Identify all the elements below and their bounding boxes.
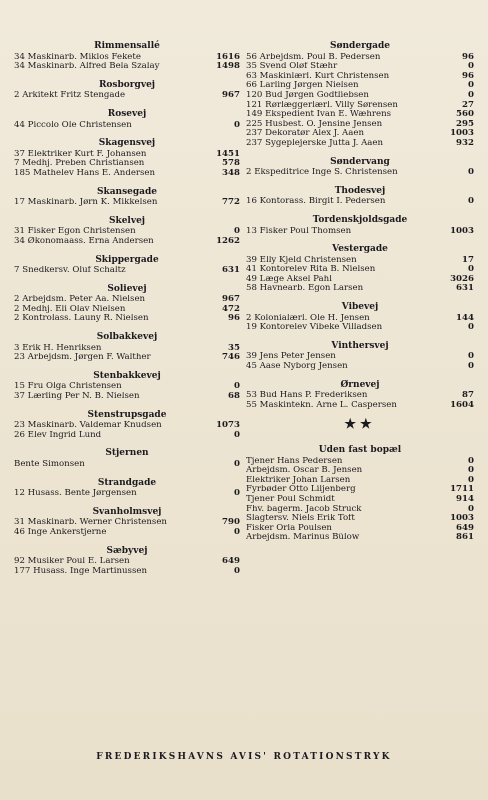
amount-value: 0 xyxy=(468,361,474,372)
resident-entry: 2 Arkitekt Fritz Stengade xyxy=(14,91,126,101)
amount-value: 0 xyxy=(468,196,474,207)
street-title: Skippergade xyxy=(95,254,159,265)
list-item xyxy=(14,431,240,441)
amount-value: 0 xyxy=(468,455,474,466)
list-item xyxy=(246,91,474,101)
amount-value: 27 xyxy=(462,99,474,110)
resident-entry: 19 Kontorelev Vibeke Villadsen xyxy=(246,323,383,333)
resident-entry: 55 Maskintekn. Arne L. Caspersen xyxy=(246,400,397,410)
list-item xyxy=(246,62,474,72)
amount-value: 967 xyxy=(222,90,240,101)
resident-entry: 120 Bud Jørgen Godtliebsen xyxy=(246,90,369,100)
resident-entry: Slagtersv. Niels Erik Toft xyxy=(246,514,355,524)
list-item xyxy=(14,567,240,577)
street-section xyxy=(246,187,474,207)
amount-value: 96 xyxy=(228,313,240,324)
resident-entry: 149 Ekspedient Ivan E. Wæhrens xyxy=(246,110,392,120)
street-title: Rimmensallé xyxy=(94,41,160,51)
list-item xyxy=(14,344,240,354)
amount-value: 1262 xyxy=(216,235,240,246)
resident-entry: 225 Husbest. O. Jensine Jensen xyxy=(246,119,383,129)
street-title: Strandgade xyxy=(97,477,157,488)
resident-entry: 63 Maskinlærl. Kurt Christensen xyxy=(246,71,390,81)
resident-entry: 34 Maskinarb. Alfred Bela Szalay xyxy=(14,62,160,72)
resident-entry: Tjener Poul Schmidt xyxy=(246,494,335,504)
list-item xyxy=(246,275,474,285)
amount-value: 914 xyxy=(456,493,474,504)
street-title: Søndervang xyxy=(330,156,390,167)
resident-entry: 26 Elev Ingrid Lund xyxy=(14,430,102,440)
list-item xyxy=(246,168,474,178)
amount-value: 144 xyxy=(456,312,474,323)
resident-entry: 237 Dekoratør Alex J. Aaen xyxy=(246,129,364,139)
list-item xyxy=(14,421,240,431)
amount-value: 0 xyxy=(234,429,240,440)
amount-value: 1003 xyxy=(450,128,474,139)
amount-value: 0 xyxy=(468,80,474,91)
amount-value: 0 xyxy=(468,474,474,485)
street-section xyxy=(14,110,240,130)
list-item xyxy=(246,120,474,130)
list-item xyxy=(14,392,240,402)
resident-entry: 37 Lærling Per N. B. Nielsen xyxy=(14,392,140,402)
street-title: Stenbakkevej xyxy=(93,370,161,381)
street-section xyxy=(14,508,240,538)
resident-entry: 45 Aase Nyborg Jensen xyxy=(246,362,348,372)
resident-entry: 12 Husass. Bente Jørgensen xyxy=(14,489,137,499)
street-section xyxy=(246,342,474,372)
resident-entry: Bente Simonsen xyxy=(14,460,85,469)
resident-entry: 15 Fru Olga Christensen xyxy=(14,382,122,392)
list-item xyxy=(246,72,474,82)
list-item xyxy=(246,81,474,91)
list-item xyxy=(246,476,474,486)
resident-entry: 49 Læge Aksel Pahl xyxy=(246,274,332,284)
street-title: Vestergade xyxy=(332,244,388,255)
amount-value: 560 xyxy=(456,109,474,120)
resident-entry: 7 Medhj. Preben Christiansen xyxy=(14,159,145,169)
left-column xyxy=(14,42,240,585)
amount-value: 1003 xyxy=(450,513,474,524)
street-title: Skagensvej xyxy=(98,138,156,149)
list-item xyxy=(246,362,474,372)
resident-entry: 121 Rørlæggerlærl. Villy Sørensen xyxy=(246,100,398,110)
list-item xyxy=(14,266,240,276)
list-item xyxy=(14,150,240,160)
amount-value: 0 xyxy=(468,503,474,514)
street-title: Stjernen xyxy=(105,448,149,459)
list-item xyxy=(14,237,240,247)
street-section xyxy=(246,42,474,149)
street-section xyxy=(14,42,240,72)
resident-entry: Fyrbøder Otto Liljenberg xyxy=(246,485,356,495)
street-section xyxy=(14,285,240,324)
list-item xyxy=(14,169,240,179)
list-item xyxy=(246,129,474,139)
street-title: Søndergade xyxy=(330,41,390,51)
amount-value: 0 xyxy=(468,322,474,333)
list-item xyxy=(14,91,240,101)
resident-entry: Fhv. bagerm. Jacob Struck xyxy=(246,504,362,514)
resident-entry: 13 Fisker Poul Thomsen xyxy=(246,226,352,236)
street-section xyxy=(14,333,240,363)
street-title: Solievej xyxy=(107,283,147,294)
street-title: Rosborgvej xyxy=(98,79,156,90)
list-item xyxy=(246,110,474,120)
list-item xyxy=(14,198,240,208)
amount-value: 17 xyxy=(462,254,474,265)
list-item xyxy=(246,265,474,275)
resident-entry: 2 Kontrolass. Launy R. Nielsen xyxy=(14,314,149,324)
amount-value: 746 xyxy=(222,352,240,363)
street-title: Sæbyvej xyxy=(106,545,148,556)
street-section xyxy=(14,256,240,276)
amount-value: 96 xyxy=(462,70,474,81)
amount-value: 861 xyxy=(456,532,474,543)
amount-value: 35 xyxy=(228,342,240,353)
amount-value: 649 xyxy=(456,522,474,533)
street-section xyxy=(14,81,240,101)
street-section xyxy=(14,547,240,577)
resident-entry: 37 Elektriker Kurt F. Johansen xyxy=(14,149,147,159)
resident-entry: 185 Mathelev Hans E. Andersen xyxy=(14,168,156,178)
street-title: Svanholmsvej xyxy=(92,506,162,517)
list-item xyxy=(14,557,240,567)
list-item xyxy=(246,314,474,324)
resident-entry: 3 Erik H. Henriksen xyxy=(14,343,102,353)
amount-value: 967 xyxy=(222,294,240,305)
resident-entry: Arbejdsm. Oscar B. Jensen xyxy=(246,466,363,476)
resident-entry: 39 Jens Peter Jensen xyxy=(246,352,336,362)
list-item xyxy=(14,460,240,470)
amount-value: 649 xyxy=(222,556,240,567)
resident-entry: Arbejdsm. Marinus Bülow xyxy=(246,533,360,543)
resident-entry: 177 Husass. Inge Martinussen xyxy=(14,566,147,576)
street-section xyxy=(14,411,240,441)
list-item xyxy=(246,256,474,266)
list-item xyxy=(246,401,474,411)
list-item xyxy=(246,391,474,401)
amount-value: 1451 xyxy=(216,148,240,159)
amount-value: 0 xyxy=(234,488,240,499)
street-section xyxy=(246,381,474,411)
resident-entry: Fisker Orla Poulsen xyxy=(246,523,332,533)
amount-value: 0 xyxy=(234,459,240,469)
resident-entry: 44 Piccolo Ole Christensen xyxy=(14,120,132,130)
resident-entry: 17 Maskinarb. Jørn K. Mikkelsen xyxy=(14,198,158,208)
list-item xyxy=(14,295,240,305)
list-item xyxy=(246,139,474,149)
list-item xyxy=(246,197,474,207)
list-item xyxy=(246,466,474,476)
amount-value: 790 xyxy=(222,517,240,528)
list-item xyxy=(14,489,240,499)
amount-value: 0 xyxy=(468,264,474,275)
amount-value: 631 xyxy=(222,265,240,276)
street-title: Rosevej xyxy=(107,108,147,119)
street-title: Uden fast bopæl xyxy=(318,445,402,455)
amount-value: 96 xyxy=(462,51,474,62)
amount-value: 0 xyxy=(468,89,474,100)
amount-value: 68 xyxy=(228,391,240,402)
amount-value: 0 xyxy=(234,381,240,392)
list-item xyxy=(246,457,474,467)
list-item xyxy=(14,382,240,392)
resident-entry: 58 Havnearb. Egon Larsen xyxy=(246,284,364,294)
resident-entry: 92 Musiker Poul E. Larsen xyxy=(14,557,130,567)
list-item xyxy=(14,62,240,72)
no-fixed-address-section xyxy=(246,446,474,543)
resident-entry: 2 Ekspeditrice Inge S. Christensen xyxy=(246,168,398,178)
list-item xyxy=(246,533,474,543)
amount-value: 1711 xyxy=(450,484,474,495)
street-title: Thodesvej xyxy=(334,185,386,196)
resident-entry: 66 Larling Jørgen Nielsen xyxy=(246,81,359,91)
list-item xyxy=(246,101,474,111)
resident-entry: 2 Medhj. Eli Olav Nielsen xyxy=(14,304,126,314)
list-item xyxy=(14,227,240,237)
street-section xyxy=(246,158,474,178)
amount-value: 932 xyxy=(456,137,474,148)
list-item xyxy=(14,353,240,363)
resident-entry: 31 Fisker Egon Christensen xyxy=(14,227,136,237)
resident-entry: 41 Kontorelev Rita B. Nielsen xyxy=(246,265,376,275)
amount-value: 0 xyxy=(468,167,474,178)
resident-entry: Elektriker Johan Larsen xyxy=(246,475,351,485)
amount-value: 0 xyxy=(234,226,240,237)
amount-value: 1073 xyxy=(216,420,240,431)
resident-entry: 39 Elly Kjeld Christensen xyxy=(246,255,357,265)
resident-entry: 34 Maskinarb. Miklos Fekete xyxy=(14,52,141,62)
list-item xyxy=(246,505,474,515)
street-section xyxy=(246,245,474,294)
resident-entry: 34 Økonomaass. Erna Andersen xyxy=(14,236,154,246)
list-item xyxy=(246,495,474,505)
list-item xyxy=(14,305,240,315)
resident-entry: 46 Inge Ankerstjerne xyxy=(14,527,107,537)
street-section xyxy=(14,139,240,178)
resident-entry: 23 Arbejdsm. Jørgen F. Walther xyxy=(14,353,151,363)
list-item xyxy=(14,121,240,131)
list-item xyxy=(246,352,474,362)
amount-value: 0 xyxy=(468,61,474,72)
street-title: Skansegade xyxy=(96,186,158,197)
resident-entry: Tjener Hans Pedersen xyxy=(246,456,343,466)
amount-value: 472 xyxy=(222,303,240,314)
street-section xyxy=(246,303,474,333)
street-title: Vinthersvej xyxy=(331,340,389,351)
street-section xyxy=(14,479,240,499)
resident-entry: 53 Bud Hans P. Frederiksen xyxy=(246,391,368,401)
amount-value: 348 xyxy=(222,167,240,178)
list-item xyxy=(14,314,240,324)
amount-value: 772 xyxy=(222,197,240,208)
amount-value: 1003 xyxy=(450,225,474,236)
resident-entry: 7 Snedkersv. Oluf Schaltz xyxy=(14,266,126,276)
list-item xyxy=(246,227,474,237)
amount-value: 0 xyxy=(234,119,240,130)
resident-entry: 2 Arbejdsm. Peter Aa. Nielsen xyxy=(14,295,146,305)
street-section xyxy=(14,449,240,469)
right-column xyxy=(246,42,474,552)
printer-footer: FREDERIKSHAVNS AVIS' ROTATIONSTRYK xyxy=(96,752,392,762)
stars-divider: ★★ xyxy=(344,417,376,433)
amount-value: 87 xyxy=(462,390,474,401)
amount-value: 3026 xyxy=(450,273,474,284)
resident-entry: 31 Maskinarb. Werner Christensen xyxy=(14,518,167,528)
list-item xyxy=(14,53,240,63)
street-section xyxy=(14,372,240,402)
resident-entry: 56 Arbejdsm. Poul B. Pedersen xyxy=(246,52,381,62)
resident-entry: 237 Sygeplejerske Jutta J. Aaen xyxy=(246,138,384,148)
street-title: Vibevej xyxy=(341,302,379,313)
amount-value: 578 xyxy=(222,158,240,169)
list-item xyxy=(246,284,474,294)
list-item xyxy=(246,53,474,63)
amount-value: 0 xyxy=(234,565,240,576)
resident-entry: 2 Kolonialærl. Ole H. Jensen xyxy=(246,313,370,323)
amount-value: 1616 xyxy=(216,51,240,62)
list-item xyxy=(246,524,474,534)
resident-entry: 35 Svend Oløf Stæhr xyxy=(246,62,338,72)
resident-entry: 16 Kontorass. Birgit I. Pedersen xyxy=(246,197,386,207)
street-section xyxy=(14,188,240,208)
amount-value: 0 xyxy=(468,351,474,362)
amount-value: 0 xyxy=(234,526,240,537)
list-item xyxy=(246,485,474,495)
resident-entry: 23 Maskinarb. Valdemar Knudsen xyxy=(14,421,162,431)
amount-value: 631 xyxy=(456,283,474,294)
street-title: Ørnevej xyxy=(340,379,380,390)
list-item xyxy=(246,323,474,333)
street-title: Tordenskjoldsgade xyxy=(312,214,408,225)
list-item xyxy=(246,514,474,524)
amount-value: 295 xyxy=(456,118,474,129)
list-item xyxy=(14,159,240,169)
street-title: Skelvej xyxy=(108,215,146,226)
street-title: Stenstrupsgade xyxy=(87,409,167,420)
street-section xyxy=(246,216,474,236)
street-title: Solbakkevej xyxy=(96,332,158,343)
amount-value: 1498 xyxy=(216,61,240,72)
amount-value: 0 xyxy=(468,465,474,476)
list-item xyxy=(14,518,240,528)
list-item xyxy=(14,528,240,538)
street-section xyxy=(14,217,240,247)
amount-value: 1604 xyxy=(450,399,474,410)
